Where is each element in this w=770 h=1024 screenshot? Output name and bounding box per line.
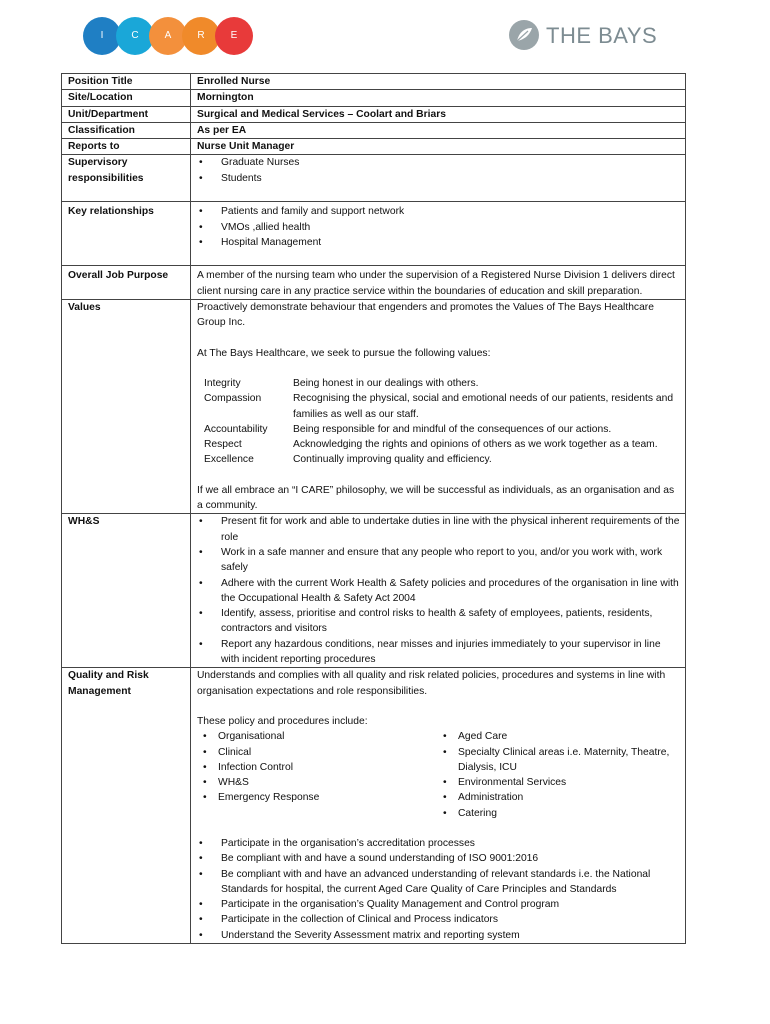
list-item: • Students (197, 171, 681, 186)
list-item: • Emergency Response (197, 790, 437, 805)
quality-intro: Understands and complies with all quality and risk related policies, procedures and systems in line with organisation expectations and role responsibilities. (197, 670, 666, 697)
list-item: • Clinical (197, 745, 437, 760)
reports-to-value: Nurse Unit Manager (191, 139, 686, 155)
values-closing: If we all embrace an “I CARE” philosophy, we will be successful as individuals, as an organisation and as a community. (197, 484, 675, 512)
icare-circle-i: I (83, 17, 121, 55)
whs-label: WH&S (62, 514, 191, 668)
list-item: • WH&S (197, 775, 437, 790)
unit-value: Surgical and Medical Services – Coolart and Briars (191, 106, 686, 122)
list-item: • Report any hazardous conditions, near misses and injuries immediately to your supervisor in line with incident reporting procedures (197, 637, 681, 668)
supervisory-label: Supervisory responsibilities (62, 155, 191, 202)
position-description-table (61, 73, 686, 944)
table-row (62, 668, 686, 944)
quality-value (191, 668, 686, 944)
table-row (62, 106, 686, 122)
value-desc: Continually improving quality and efficiency. (293, 454, 492, 466)
values-list (204, 376, 681, 468)
bay-leaf-logo-icon (509, 20, 539, 50)
table-row (62, 514, 686, 668)
position-title-value: Enrolled Nurse (191, 74, 686, 90)
table-row (62, 74, 686, 90)
list-item: • Organisational (197, 729, 437, 744)
list-item: • Administration (437, 790, 681, 805)
list-item: • Be compliant with and have a sound understanding of ISO 9001:2016 (197, 851, 681, 866)
value-desc: Being responsible for and mindful of the consequences of our actions. (293, 423, 612, 435)
policy-list-left (197, 729, 437, 821)
list-item: • VMOs ,allied health (197, 220, 681, 235)
quality-lead: These policy and procedures include: (197, 715, 368, 727)
list-item: • Identify, assess, prioritise and control risks to health & safety of employees, patients, residents, contractors and visitors (197, 606, 681, 637)
value-name: Compassion (204, 393, 262, 405)
list-item: • Environmental Services (437, 775, 681, 790)
brand-name: THE BAYS (546, 23, 658, 48)
list-item: • Patients and family and support network (197, 204, 681, 219)
key-relationships-label: Key relationships (62, 202, 191, 266)
list-item: • Aged Care (437, 729, 681, 744)
value-name: Respect (204, 439, 242, 451)
site-label: Site/Location (62, 90, 191, 106)
table-row (62, 139, 686, 155)
list-item: • Catering (437, 806, 681, 821)
unit-label: Unit/Department (62, 106, 191, 122)
list-item: • Present fit for work and able to undertake duties in line with the physical inherent requirements of the role (197, 514, 681, 545)
icare-circle-c: C (116, 17, 154, 55)
whs-value (191, 514, 686, 668)
policy-list-right (437, 729, 681, 821)
table-row (62, 122, 686, 138)
quality-label: Quality and Risk Management (62, 668, 191, 944)
list-item: • Be compliant with and have an advanced understanding of relevant standards i.e. the National Standards for hospital, the current Aged Care Quality of Care Principles and Standards (197, 867, 681, 898)
list-item: • Participate in the organisation’s Quality Management and Control program (197, 897, 681, 912)
value-desc: Being honest in our dealings with others. (293, 377, 479, 389)
list-item: • Hospital Management (197, 235, 681, 250)
list-item: • Specialty Clinical areas i.e. Maternity, Theatre, Dialysis, ICU (437, 745, 681, 776)
list-item: • Infection Control (197, 760, 437, 775)
table-row (62, 300, 686, 514)
classification-value: As per EA (191, 122, 686, 138)
table-row (62, 155, 686, 202)
list-item: • Understand the Severity Assessment matrix and reporting system (197, 928, 681, 943)
value-desc: Acknowledging the rights and opinions of others as we work together as a team. (293, 439, 658, 451)
values-intro: Proactively demonstrate behaviour that engenders and promotes the Values of The Bays Healthcare Group Inc. (197, 302, 654, 329)
site-value: Mornington (191, 90, 686, 106)
supervisory-value (191, 155, 686, 202)
page-header (0, 0, 770, 70)
purpose-label: Overall Job Purpose (62, 266, 191, 300)
list-item: • Graduate Nurses (197, 155, 681, 170)
list-item: • Participate in the collection of Clinical and Process indicators (197, 912, 681, 927)
value-name: Integrity (204, 377, 241, 389)
values-value (191, 300, 686, 514)
purpose-value: A member of the nursing team who under the supervision of a Registered Nurse Division 1 delivers direct client nursing care in any practice service within the boundaries of education and skill preparation. (191, 266, 686, 300)
table-row (62, 90, 686, 106)
value-desc: Recognising the physical, social and emotional needs of our patients, residents and families as well as our staff. (293, 393, 674, 420)
reports-to-label: Reports to (62, 139, 191, 155)
icare-circle-r: R (182, 17, 220, 55)
icare-circle-e: E (215, 17, 253, 55)
classification-label: Classification (62, 122, 191, 138)
values-lead: At The Bays Healthcare, we seek to pursue the following values: (197, 347, 491, 359)
position-title-label: Position Title (62, 74, 191, 90)
policy-columns (197, 729, 681, 821)
table-row (62, 202, 686, 266)
table-row (62, 266, 686, 300)
value-name: Accountability (204, 423, 268, 435)
list-item: • Participate in the organisation’s accreditation processes (197, 836, 681, 851)
list-item: • Work in a safe manner and ensure that any people who report to you, and/or you work with, work safely (197, 545, 681, 576)
values-label: Values (62, 300, 191, 514)
key-relationships-value (191, 202, 686, 266)
icare-circle-a: A (149, 17, 187, 55)
list-item: • Adhere with the current Work Health & Safety policies and procedures of the organisation in line with the Occupational Health & Safety Act 2004 (197, 576, 681, 607)
value-name: Excellence (204, 454, 254, 466)
